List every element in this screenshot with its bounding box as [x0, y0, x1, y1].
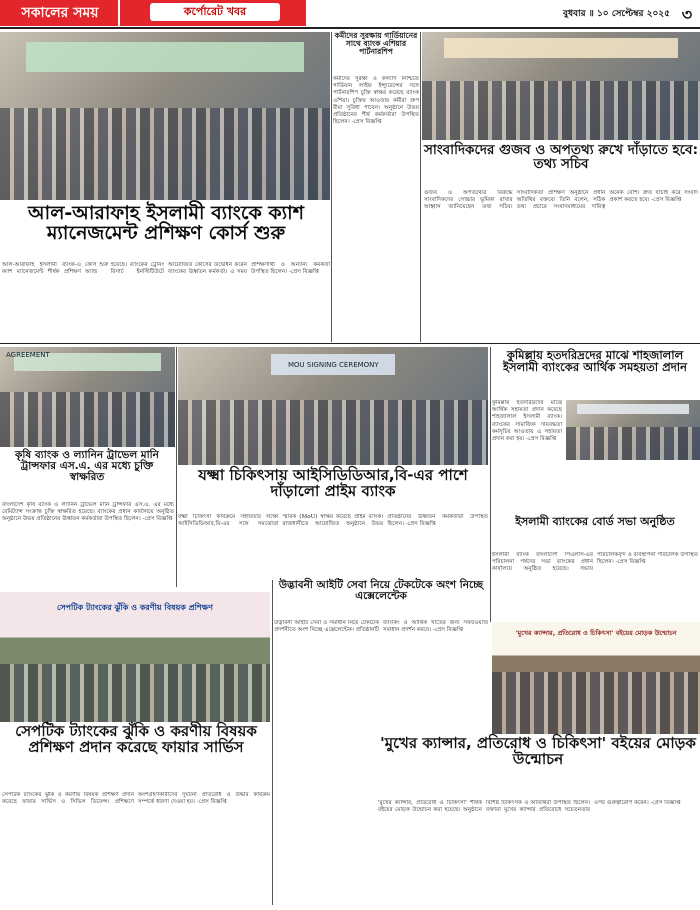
- prime-headline: যক্ষ্মা চিকিৎসায় আইসিডিডিআর,বি-এর পাশে দাঁড়ালো প্রাইম ব্যাংক: [198, 466, 468, 500]
- fire-banner: সেপটিক ট্যাংকের ঝুঁকি ও করণীয় বিষয়ক প্রশিক্ষণ: [56, 603, 213, 612]
- ejab-headline: কমীদের সুরক্ষায় গার্ডিয়ানের সাথে ব্যাংক এশিয়ার পার্টনারশিপ: [334, 31, 418, 56]
- book-banner: 'মুখের ক্যান্সার, প্রতিরোধ ও চিকিৎসা' বইয়ের মোড়ক উন্মোচন: [515, 629, 677, 637]
- column-rule: [490, 347, 491, 622]
- page-number: ৩: [681, 5, 693, 24]
- book-body: 'মুখের ক্যান্সার, প্রতিরোধ ও চিকিৎসা' শীর্ষক বইয়ের মোড়ক উন্মোচন করা হয়েছে। অনুষ্ঠানে বিশিষ্ট চিকিৎসক ও অতিথিরা উপস্থিত ছিলেন। বক্তারা মুখের ক্যান্সার প্রতিরোধে সচেতনতার ওপর গুরুত্বারোপ করেন। -প্রেস বিজ্ঞপ্তি: [378, 800, 681, 814]
- islami-board-body: ইসলামী ব্যাংক বাংলাদেশ পিএলসি-এর পরিচালনা পর্ষদের সভা ব্যাংকের প্রধান কার্যালয়ে অনুষ্ঠিত হয়েছে। সভায় পরিচালকবৃন্দ ও ব্যবস্থাপনা পরিচালক উপস্থিত ছিলেন। -প্রেস বিজ্ঞপ্তি: [492, 552, 698, 573]
- comilla-body: কুমিল্লায় হতদরিদ্রদের মাঝে আর্থিক সহায়তা প্রদান করেছে শাহজালাল ইসলামী ব্যাংক। ব্যাংকের সামাজিক দায়বদ্ধতা কর্মসূচির আওতায় এ সহায়তা প্রদান করা হয়। -প্রেস বিজ্ঞপ্তি: [492, 400, 562, 443]
- column-rule: [272, 580, 273, 905]
- masthead-title: সকালের সময়: [21, 5, 99, 21]
- fire-headline: সেপটিক ট্যাংকের ঝুঁকি ও করণীয় বিষয়ক প্রশিক্ষণ প্রদান করেছে ফায়ার সার্ভিস: [15, 722, 257, 756]
- alarafah-headline: আল-আরাফাহ ইসলামী ব্যাংকে ক্যাশ ম্যানেজমেন্ট প্রশিক্ষণ কোর্স শুরু: [28, 202, 304, 244]
- islami-board-headline: ইসলামী ব্যাংকের বোর্ড সভা অনুষ্ঠিত: [515, 515, 675, 528]
- tottho-photo: [422, 32, 700, 140]
- row1-divider: [0, 343, 700, 344]
- ejab-body: কর্মীদের সুরক্ষা ও কল্যাণ নিশ্চিতে গার্ডিয়ান লাইফ ইন্স্যুরেন্সের সঙ্গে পার্টনারশিপ চুক্তি স্বাক্ষর করেছে ব্যাংক এশিয়া। চুক্তির আওতায় কর্মীরা গ্রুপ বীমা সুবিধা পাবেন। অনুষ্ঠানে উভয় প্রতিষ্ঠানের শীর্ষ কর্মকর্তারা উপস্থিত ছিলেন। -প্রেস বিজ্ঞপ্তি: [333, 76, 419, 126]
- excellentec-headline: উদ্ভাবনী আইটি সেবা নিয়ে টেকটেকে অংশ নিচ্ছে এক্সেলেন্টেক: [278, 579, 484, 603]
- column-rule: [420, 32, 421, 342]
- krishi-headline: কৃষি ব্যাংক ও ল্যানিন ট্রাভেল মানি ট্রান্সফার এস.এ. এর মধ্যে চুক্তি স্বাক্ষরিত: [15, 449, 159, 484]
- fire-photo: [0, 592, 270, 722]
- prime-body: যক্ষ্মা চিকিৎসা কার্যক্রমে সহায়তার লক্ষ্যে আইসিডিডিআর,বি-এর সঙ্গে সমঝোতা স্মারক (MoU) স্বাক্ষর করেছে প্রাইম ব্যাংক। রাজধানীতে আয়োজিত অনুষ্ঠানে উভয় প্রতিষ্ঠানের ঊর্ধ্বতন কর্মকর্তারা উপস্থিত ছিলেন। -প্রেস বিজ্ঞপ্তি: [178, 514, 488, 528]
- prime-photo: [178, 347, 488, 465]
- book-headline: 'মুখের ক্যান্সার, প্রতিরোধ ও চিকিৎসা' বইয়ের মোড়ক উন্মোচন: [380, 734, 696, 768]
- alarafah-photo: [0, 32, 330, 200]
- tottho-body: গুজব ও অপতথ্যের বিরুদ্ধে সাংবাদিকদের সোচ্চার ভূমিকা রাখার আহ্বান জানিয়েছেন তথ্য সচিব। সাংবাদিকতা প্রশিক্ষণ অনুষ্ঠানে প্রধান অতিথির বক্তব্যে তিনি বলেন, সঠিক তথ্য প্রচারে সংবাদমাধ্যমের দায়িত্ব অনেক বেশি। দ্রুত যাচাই করে সংবাদ প্রকাশ করতে হবে। -প্রেস বিজ্ঞপ্তি: [424, 190, 698, 211]
- header-divider: [0, 27, 700, 29]
- section-title: কর্পোরেট খবর: [150, 3, 280, 21]
- krishi-photo-label: AGREEMENT: [6, 351, 50, 359]
- comilla-headline: কুমিল্লায় হতদরিদ্রদের মাঝে শাহজালাল ইসলামী ব্যাংকের আর্থিক সমহয়তা প্রদান: [503, 348, 687, 375]
- krishi-body: বাংলাদেশ কৃষি ব্যাংক ও ল্যানিন ট্রাভেল মানি ট্রান্সফার এস.এ. এর মধ্যে রেমিট্যান্স সংক্রান্ত চুক্তি স্বাক্ষরিত হয়েছে। ব্যাংকের প্রধান কার্যালয়ে অনুষ্ঠিত অনুষ্ঠানে উভয় প্রতিষ্ঠানের ঊর্ধ্বতন কর্মকর্তারা উপস্থিত ছিলেন। -প্রেস বিজ্ঞপ্তি: [2, 502, 174, 523]
- prime-photo-label: MOU SIGNING CEREMONY: [288, 361, 379, 369]
- excellentec-body: উদ্ভাবনী আইটি সেবা ও সমাধান নিয়ে টেকটেক প্রদর্শনীতে অংশ নিচ্ছে এক্সেলেন্টেক। প্রতিষ্ঠানটি ব্যাংকিং ও আর্থিক খাতের জন্য সফটওয়্যার সমাধান প্রদর্শন করবে। -প্রেস বিজ্ঞপ্তি: [274, 620, 488, 634]
- column-rule: [176, 347, 177, 587]
- book-photo: [492, 622, 700, 734]
- tottho-headline: সাংবাদিকদের গুজব ও অপতথ্য রুখে দাঁড়াতে হবে: তথ্য সচিব: [424, 142, 698, 173]
- comilla-photo: [566, 400, 700, 460]
- krishi-photo: [0, 347, 175, 447]
- fire-body: সেপটিক ট্যাংকের ঝুঁকি ও করণীয় বিষয়ক প্রশিক্ষণ প্রদান করেছে ফায়ার সার্ভিস ও সিভিল ডিফেন্স। প্রশিক্ষণে অংশগ্রহণকারীদের দুর্ঘটনা প্রতিরোধ ও উদ্ধার কার্যক্রম সম্পর্কে ধারণা দেওয়া হয়। -প্রেস বিজ্ঞপ্তি: [2, 792, 270, 806]
- header-date: বুধবার ॥ ১০ সেপ্টেম্বর ২০২৫: [562, 9, 670, 19]
- column-rule: [331, 32, 332, 342]
- alarafah-body: আল-আরাফাহ ইসলামী ব্যাংক-এ ক্যাশ ম্যানেজমেন্ট শীর্ষক প্রশিক্ষণ কোর্স শুরু হয়েছে। ব্যাংকের ট্রেনিং অ্যান্ড রিসার্চ ইনস্টিটিউটে আয়োজিত কোর্সের উদ্বোধন করেন ব্যাংকের ঊর্ধ্বতন কর্মকর্তা। এ সময় প্রশিক্ষণার্থী ও অন্যান্য কর্মকর্তা উপস্থিত ছিলেন। -প্রেস বিজ্ঞপ্তি: [2, 262, 330, 276]
